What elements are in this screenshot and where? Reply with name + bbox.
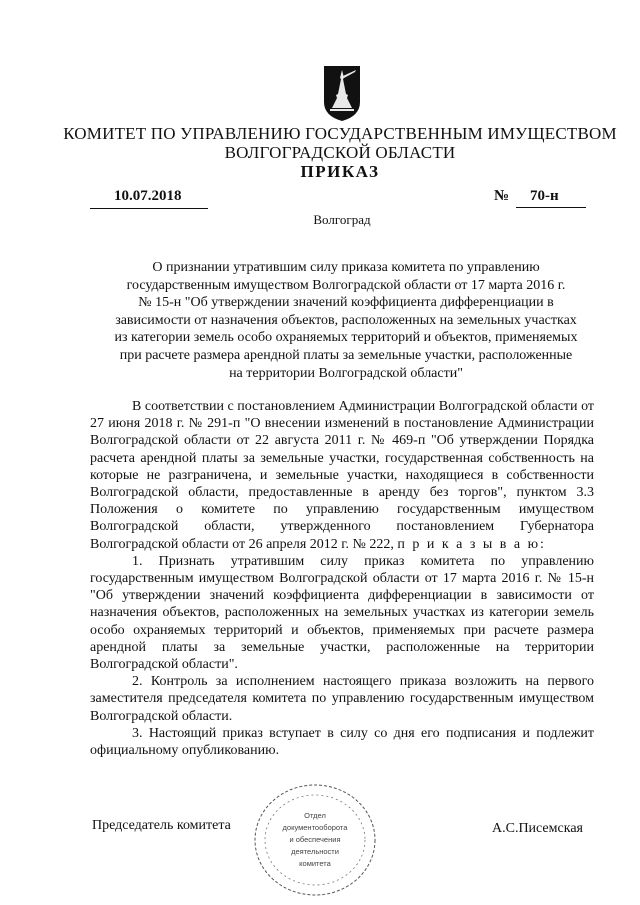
stamp-line: Отдел	[304, 811, 326, 820]
signatory-name: А.С.Писемская	[492, 821, 583, 836]
order-date: 10.07.2018	[114, 188, 182, 204]
number-underline	[516, 188, 586, 208]
item-1: 1. Признать утратившим силу приказ комитета по управлению государственным имуществом Волгоградской области от 17 марта 2016 г. № 15-н "Об утверждении значений коэффициента дифференциации в зависимости от назначения объектов, расположенных на земельных участках из категории земель особо охраняемых территорий и объектов, применяемых при расчете размера арендной платы за земельные участки, расположенные на территории Волгоградской области".	[90, 553, 594, 673]
preamble-text: В соответствии с постановлением Администрации Волгоградской области от 27 июня 2018 г. № 291-п "О внесении изменений в постановление Администрации Волгоградской области от 22 августа 2011 г. № 469-п "Об утверждении Порядка расчета арендной платы за земельные участки, государственная собственность на которые не разграничена, и земельные участки, находящиеся в собственности Волгоградской области, предоставленные в аренду без торгов", пунктом 3.3 Положения о комитете по управлению государственным имуществом Волгоградской области, утвержденного постановлением Губернатора Волгоградской области от 26 апреля 2012 г. № 222,	[90, 399, 594, 552]
document-type: ПРИКАЗ	[300, 162, 380, 181]
item-3: 3. Настоящий приказ вступает в силу со дня его подписания и подлежит официальному опубликованию.	[90, 725, 594, 759]
date-field	[90, 188, 208, 209]
number-sign: №	[494, 188, 510, 204]
stamp-line: деятельности	[291, 847, 339, 856]
number-field	[494, 188, 586, 208]
order-body	[90, 398, 594, 759]
order-word: п р и к а з ы в а ю:	[397, 536, 546, 552]
item-2: 2. Контроль за исполнением настоящего приказа возложить на первого заместителя председателя комитета по управлению государственным имуществом Волгоградской области.	[90, 674, 594, 724]
city: Волгоград	[313, 212, 371, 227]
title-line: № 15-н "Об утверждении значений коэффициента дифференциации в	[138, 295, 554, 311]
preamble-paragraph	[90, 398, 594, 553]
stamp-line: и обеспечения	[289, 835, 341, 844]
title-line: зависимости от назначения объектов, расположенных на земельных участках	[115, 312, 577, 328]
title-line: из категории земель особо охраняемых территорий и объектов, применяемых	[114, 330, 578, 346]
title-line: государственным имуществом Волгоградской области от 17 марта 2016 г.	[126, 277, 566, 293]
title-line: на территории Волгоградской области"	[229, 365, 463, 381]
official-stamp-icon	[251, 781, 379, 899]
committee-name-line1: КОМИТЕТ ПО УПРАВЛЕНИЮ ГОСУДАРСТВЕННЫМ ИМУЩЕСТВОМ	[63, 124, 617, 143]
committee-name-line2: ВОЛГОГРАДСКОЙ ОБЛАСТИ	[224, 143, 456, 162]
volgograd-emblem-icon	[322, 64, 362, 122]
title-line: О признании утратившим силу приказа комитета по управлению	[152, 260, 540, 275]
stamp-line: документооборота	[282, 823, 348, 832]
stamp-line: комитета	[299, 859, 331, 868]
order-number: 70-н	[530, 188, 559, 204]
signatory-position: Председатель комитета	[92, 818, 231, 833]
order-title	[86, 259, 606, 382]
title-line: при расчете размера арендной платы за земельные участки, расположенные	[119, 347, 573, 363]
